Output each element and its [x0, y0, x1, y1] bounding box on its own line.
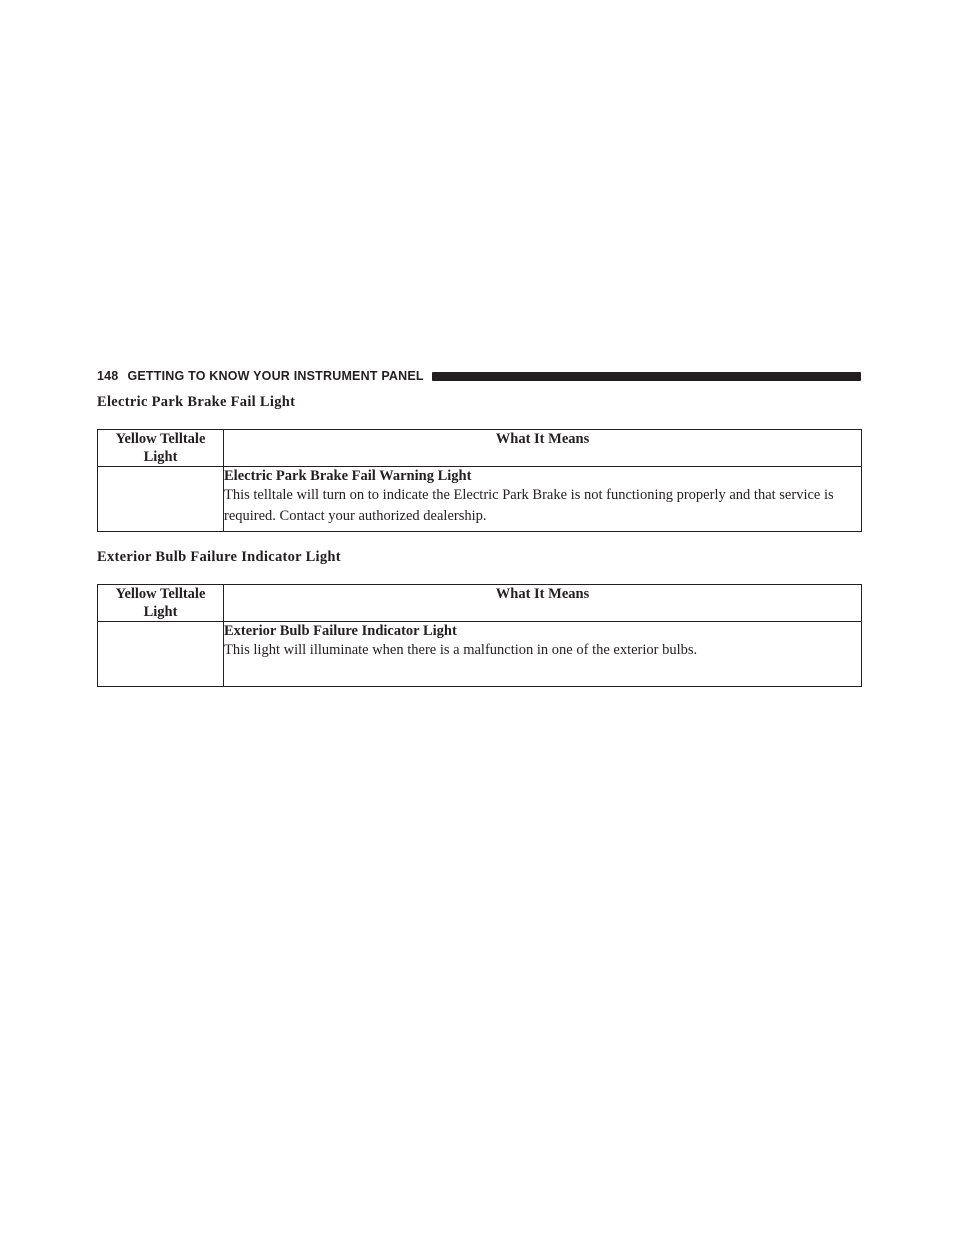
table-header-row: [98, 585, 862, 622]
page-number: 148: [97, 369, 119, 383]
description-title: Exterior Bulb Failure Indicator Light: [224, 623, 457, 639]
table-row: [98, 467, 862, 532]
description-cell: [224, 622, 862, 687]
description-text: This telltale will turn on to indicate the Electric Park Brake is not functioning properly and that service is required. Contact your authorized dealership.: [224, 487, 834, 524]
section-title: Exterior Bulb Failure Indicator Light: [97, 549, 341, 565]
table-row: [98, 622, 862, 687]
telltale-table: [97, 429, 862, 532]
column-header-telltale: Yellow Telltale Light: [98, 430, 224, 467]
telltale-table: [97, 584, 862, 687]
table-header-row: [98, 430, 862, 467]
section-title: Electric Park Brake Fail Light: [97, 394, 296, 410]
description-cell: [224, 467, 862, 532]
chapter-title: GETTING TO KNOW YOUR INSTRUMENT PANEL: [127, 369, 424, 383]
column-header-meaning: What It Means: [224, 430, 862, 467]
page-header: [97, 366, 861, 386]
section-electric-park-brake: [97, 393, 862, 532]
section-exterior-bulb-failure: [97, 548, 862, 687]
column-header-meaning: What It Means: [224, 585, 862, 622]
header-rule: [432, 372, 861, 381]
telltale-icon-cell: [98, 622, 224, 687]
description-title: Electric Park Brake Fail Warning Light: [224, 468, 472, 484]
description-text: This light will illuminate when there is a malfunction in one of the exterior bulbs.: [224, 642, 698, 658]
column-header-telltale: Yellow Telltale Light: [98, 585, 224, 622]
telltale-icon-cell: [98, 467, 224, 532]
